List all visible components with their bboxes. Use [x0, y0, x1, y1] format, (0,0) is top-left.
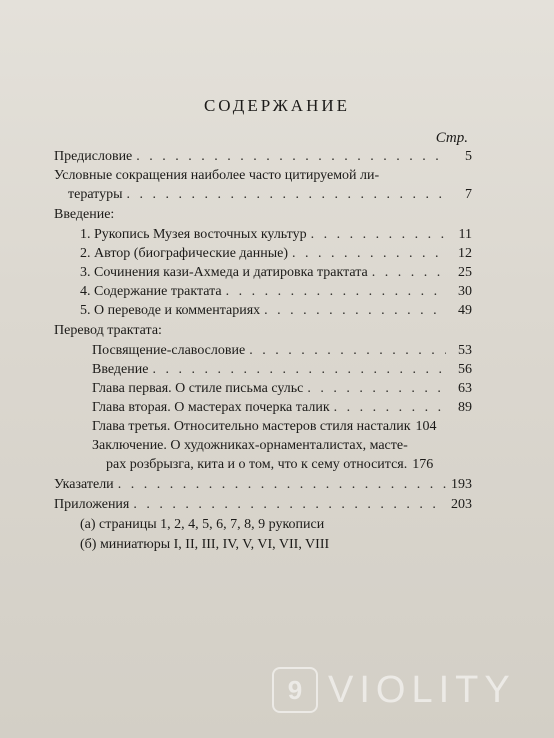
toc-entry: 4. Содержание трактата . . . 30	[80, 283, 472, 301]
toc-entry: Заключение. О художниках-орнаменталистах, масте-	[92, 438, 408, 453]
page-column-heading: Стр.	[435, 130, 468, 146]
toc-entry: Глава третья. Относительно мастеров стиля насталик 104	[92, 419, 437, 434]
toc-entry: (б) миниатюры I, II, III, IV, V, VI, VII, VIII	[80, 537, 330, 552]
toc-entry: 1. Рукопись Музея восточных культур . . . 11	[80, 226, 472, 244]
toc-entry: Указатели . . . 193	[54, 476, 472, 494]
toc-section-heading: Перевод трактата:	[54, 323, 162, 338]
toc-entry: 5. О переводе и комментариях . . . 49	[80, 302, 472, 320]
toc-entry: Приложения . . . 203	[54, 496, 472, 514]
toc-entry: Введение . . . 56	[92, 361, 472, 379]
toc-section-heading: Введение:	[54, 207, 115, 222]
toc-entry: Глава вторая. О мастерах почерка талик . . . 89	[92, 399, 472, 417]
toc-entry: тературы . . . 7	[68, 186, 472, 204]
toc-entry: Глава первая. О стиле письма сульс . . . 63	[92, 380, 472, 398]
toc-entry: 2. Автор (биографические данные) . . . 12	[80, 245, 472, 263]
toc-entry: 3. Сочинения кази-Ахмеда и датировка трактата . . . 25	[80, 264, 472, 282]
toc-entry: (а) страницы 1, 2, 4, 5, 6, 7, 8, 9 рукописи	[80, 517, 325, 532]
toc-entry: Предисловие . . . 5	[54, 148, 472, 166]
toc-entry: рах розбрызга, кита и о том, что к сему относится. 176	[106, 457, 434, 472]
toc-entry: Посвящение-славословие . . . 53	[92, 342, 472, 360]
violity-logo-icon: 9	[272, 667, 318, 713]
watermark	[272, 667, 516, 713]
watermark-text: VIOLITY	[328, 668, 516, 711]
toc-entry: Условные сокращения наиболее часто цитируемой ли-	[54, 168, 380, 183]
page-title: СОДЕРЖАНИЕ	[203, 96, 351, 115]
